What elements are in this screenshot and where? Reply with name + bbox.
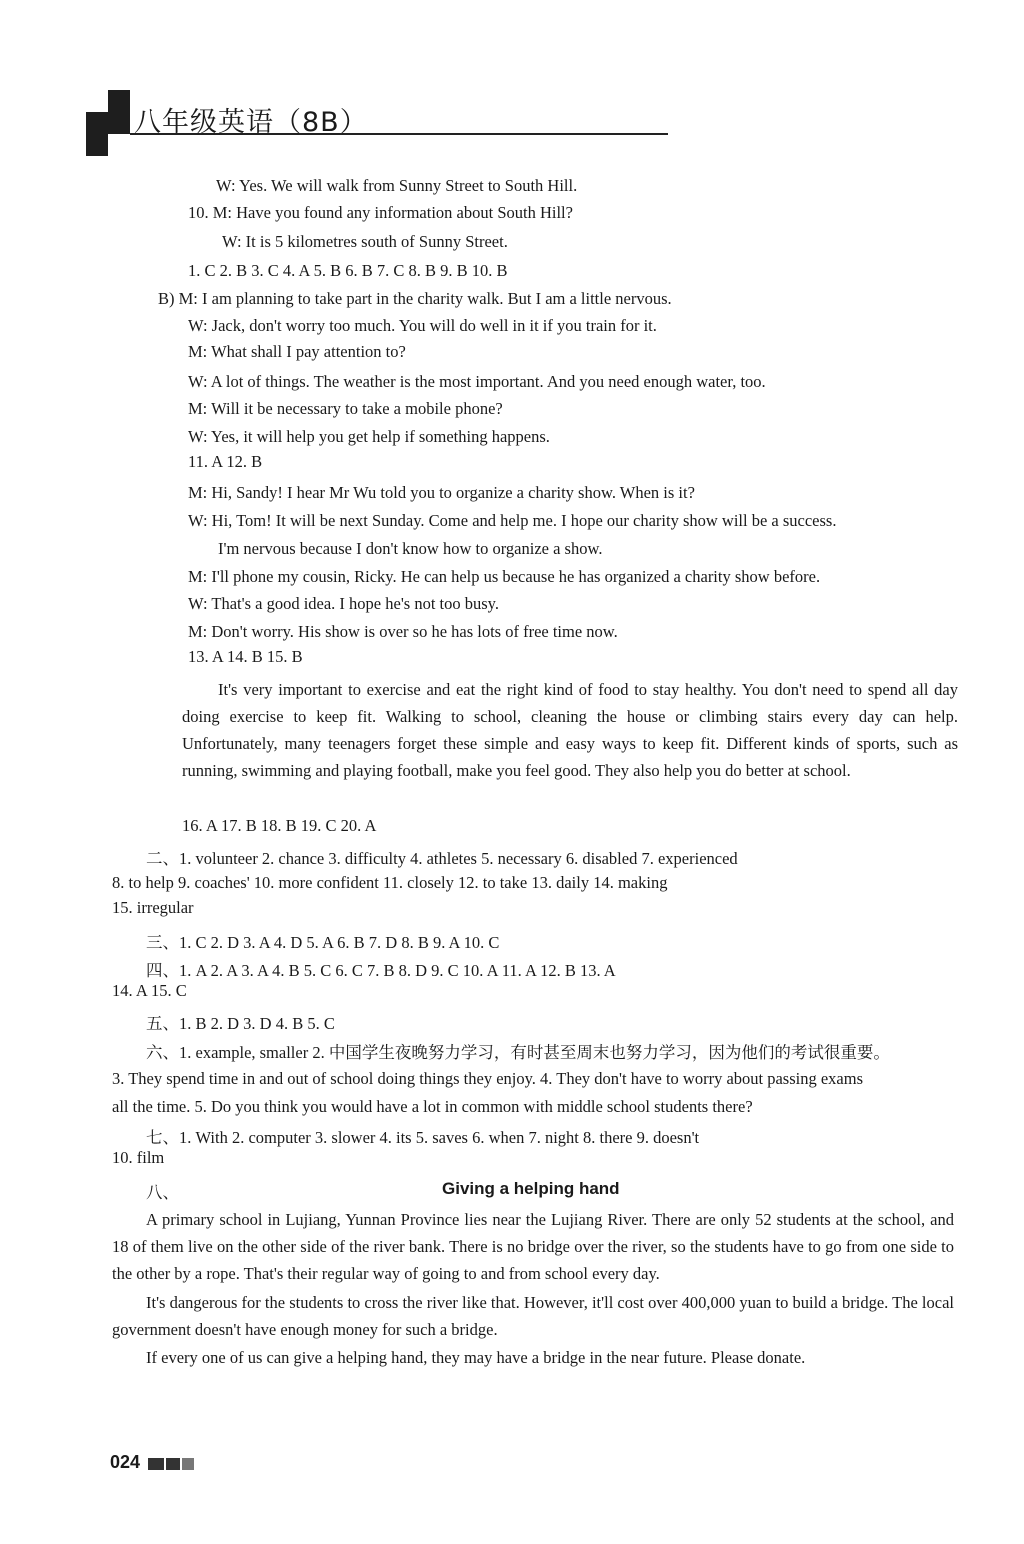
text-line: M: Don't worry. His show is over so he has lots of free time now. [188,622,618,641]
answer-line: 13. A 14. B 15. B [188,647,303,666]
header-decoration-block [86,134,108,156]
page-number: 024 [110,1452,141,1472]
essay-paragraph: If every one of us can give a helping hand, they may have a bridge in the near future. Please donate. [146,1348,806,1367]
text-line: W: A lot of things. The weather is the most important. And you need enough water, too. [188,372,766,391]
answer-line: 16. A 17. B 18. B 19. C 20. A [182,816,377,835]
page-number-decoration [148,1458,164,1470]
answer-line: 六、1. example, smaller 2. 中国学生夜晚努力学习，有时甚至周末也努力学习，因为他们的考试很重要。 [146,1043,890,1062]
text-line: W: Yes, it will help you get help if something happens. [188,427,550,446]
essay-paragraph: It's dangerous for the students to cross the river like that. However, it'll cost over 400,000 yuan to build a bridge. The local government doesn't have enough money for such a bridge. [112,1293,954,1339]
section-label: 八、 [146,1183,179,1202]
header-decoration-block [86,112,130,134]
text-line: 10. M: Have you found any information about South Hill? [188,203,573,222]
answer-line: 15. irregular [112,898,194,917]
header-decoration-block [108,90,130,112]
text-line: M: Will it be necessary to take a mobile phone? [188,399,503,418]
text-line: B) M: I am planning to take part in the charity walk. But I am a little nervous. [158,289,672,308]
answer-line: 8. to help 9. coaches' 10. more confident 11. closely 12. to take 13. daily 14. making [112,873,668,892]
page-number-decoration [182,1458,194,1470]
essay-heading: Giving a helping hand [442,1179,620,1198]
text-line: M: Hi, Sandy! I hear Mr Wu told you to organize a charity show. When is it? [188,483,695,502]
answer-line: 七、1. With 2. computer 3. slower 4. its 5. saves 6. when 7. night 8. there 9. doesn't [146,1128,700,1147]
text-line: W: Yes. We will walk from Sunny Street to South Hill. [216,176,578,195]
answer-line: 11. A 12. B [188,452,263,471]
page-title: 八年级英语（8B） [134,107,368,138]
text-line: W: Hi, Tom! It will be next Sunday. Come and help me. I hope our charity show will be a success. [188,511,837,530]
text-line: W: That's a good idea. I hope he's not too busy. [188,594,499,613]
passage-paragraph: It's very important to exercise and eat the right kind of food to stay healthy. You don't need to spend all day doing exercise to keep fit. Walking to school, cleaning the house or climbing stairs every day can help. Unfortunately, many teenagers forget these simple and easy ways to keep fit. Different kinds of sports, such as running, swimming and playing football, make you feel good. They also help you do better at school. [182,680,958,780]
page-number-decoration [166,1458,180,1470]
essay-paragraph: A primary school in Lujiang, Yunnan Province lies near the Lujiang River. There are only 52 students at the school, and 18 of them live on the other side of the river bank. There is no bridge over the river, so the students have to go from one side to the other by a rope. That's their regular way of going to and from school every day. [112,1210,954,1283]
answer-line: 二、1. volunteer 2. chance 3. difficulty 4. athletes 5. necessary 6. disabled 7. experienced [146,849,738,868]
answer-line: all the time. 5. Do you think you would have a lot in common with middle school students there? [112,1097,753,1116]
answer-line: 三、1. C 2. D 3. A 4. D 5. A 6. B 7. D 8. B 9. A 10. C [146,933,500,952]
text-line: W: Jack, don't worry too much. You will do well in it if you train for it. [188,316,657,335]
text-line: M: What shall I pay attention to? [188,342,406,361]
answer-line: 四、1. A 2. A 3. A 4. B 5. C 6. C 7. B 8. D 9. C 10. A 11. A 12. B 13. A [146,961,616,980]
answer-line: 五、1. B 2. D 3. D 4. B 5. C [146,1014,335,1033]
answer-line: 1. C 2. B 3. C 4. A 5. B 6. B 7. C 8. B 9. B 10. B [188,261,508,280]
answer-line: 14. A 15. C [112,981,187,1000]
text-line: I'm nervous because I don't know how to organize a show. [218,539,603,558]
text-line: W: It is 5 kilometres south of Sunny Street. [222,232,508,251]
text-line: M: I'll phone my cousin, Ricky. He can help us because he has organized a charity show before. [188,567,821,586]
answer-line: 10. film [112,1148,165,1167]
answer-line: 3. They spend time in and out of school doing things they enjoy. 4. They don't have to worry about passing exams [112,1069,864,1088]
